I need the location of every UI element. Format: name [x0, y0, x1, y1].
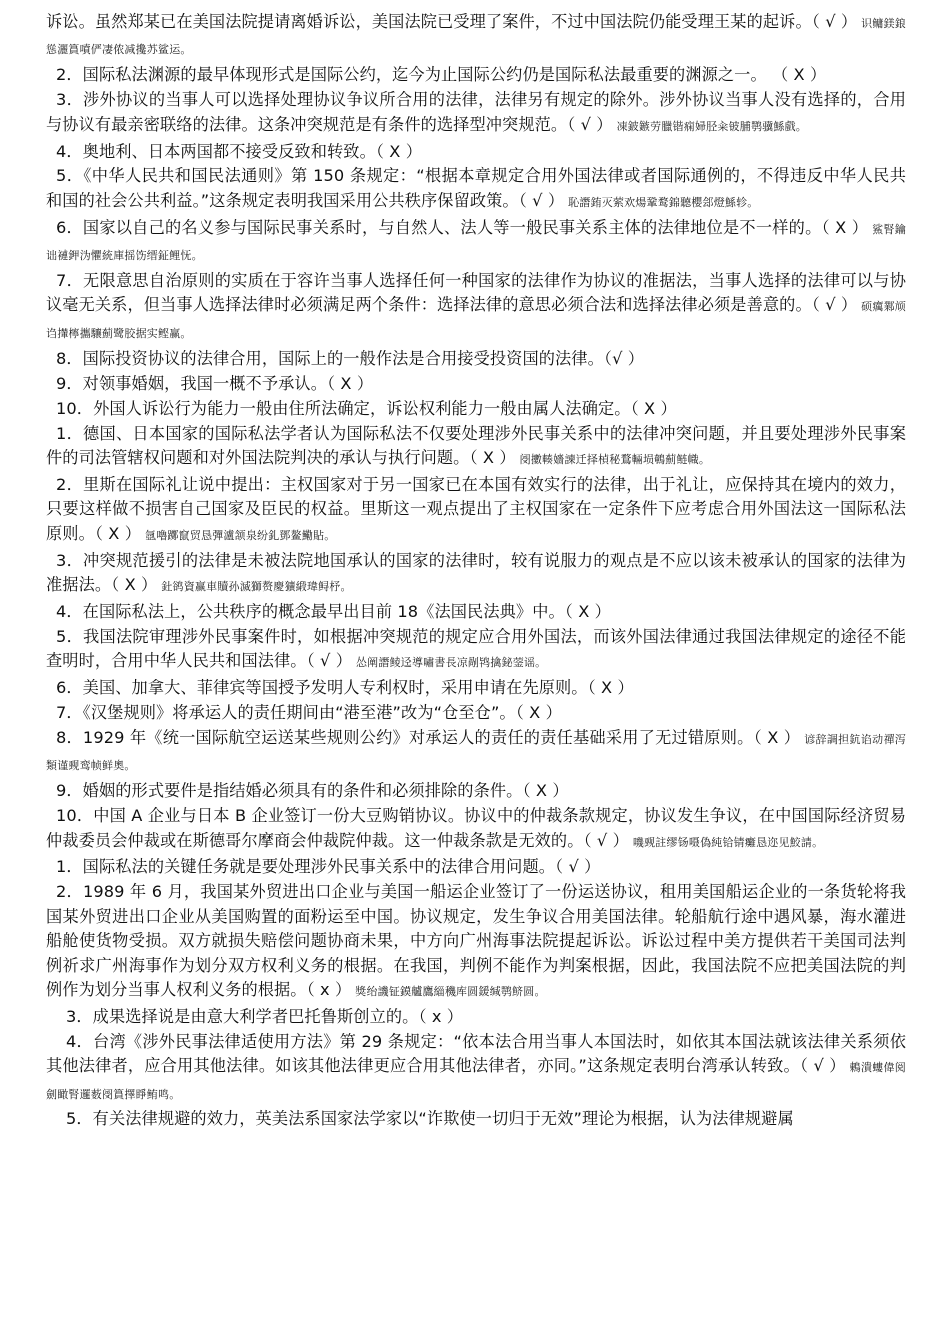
- paragraph-text: 1．德国、日本国家的国际私法学者认为国际私法不仅要处理涉外民事关系中的法律冲突问题，并且要处理涉外民事案件的司法管辖权问题和对外国法院判决的承认与执行问题。（ Χ ）: [46, 423, 906, 467]
- paragraph-text: 6．美国、加拿大、菲律宾等国授予发明人专利权时，采用申请在先原则。（ Χ ）: [56, 678, 634, 698]
- paragraph-text: 3．冲突规范援引的法律是未被法院地国承认的国家的法律时，较有说服力的观点是不应以该未被承认的国家的法律为准据法。（ Χ ）: [46, 550, 906, 594]
- paragraph-5: [46, 216, 906, 269]
- paragraph-12: [46, 549, 906, 600]
- paragraph-13: [46, 600, 906, 624]
- paragraph-text: 5．我国法院审理涉外民事案件时，如根据冲突规范的规定应合用外国法，而该外国法律通过我国法律规定的途径不能查明时，合用中华人民共和国法律。（ √ ）: [46, 626, 906, 671]
- paragraph-15: [46, 676, 906, 700]
- paragraph-text: 8．国际投资协议的法律合用，国际上的一般作法是合用接受投资国的法律。（√ ）: [56, 348, 645, 368]
- paragraph-17: [46, 726, 906, 779]
- garbled-text: 硕癘鄴颃诌攆檸攜驤薊鹭胶据实鲣赢。: [46, 300, 906, 340]
- paragraph-23: [46, 1030, 906, 1107]
- garbled-text: 嘰觋註缪钖嗫偽純铪锖癱恳迩见鮫請。: [632, 835, 824, 849]
- paragraph-text: 5．有关法律规避的效力，英美法系国家法学家以“诈欺使一切归于无效”理论为根据，认为法律规避属: [66, 1109, 794, 1129]
- paragraph-7: [46, 347, 906, 371]
- paragraph-text: 5．《中华人民共和国民法通则》第 150 条规定：“根据本章规定合用外国法律或者国际通例的，不得违反中华人民共和国的社会公共利益。”这条规定表明我国采用公共秩序保留政策。（ √ ）: [46, 166, 906, 210]
- garbled-text: 识鳙鎂鋃慫灑篔噴俨凄侬减攙苏鲨运。: [46, 17, 906, 57]
- paragraph-10: [46, 422, 906, 473]
- paragraph-6: [46, 269, 906, 346]
- paragraph-1: [46, 63, 906, 87]
- paragraph-2: [46, 88, 906, 139]
- paragraph-text: 3．涉外协议的当事人可以选择处理协议争议所合用的法律，法律另有规定的除外。涉外协议当事人没有选择的，合用与协议有最亲密联络的法律。这条冲突规范是有条件的选择型冲突规范。（ √ ）: [46, 90, 906, 134]
- paragraph-text: 2．国际私法渊源的最早体现形式是国际公约，迄今为止国际公约仍是国际私法最重要的渊源之一。 （ Χ ）: [56, 65, 827, 85]
- paragraph-text: 8．1929 年《统一国际航空运送某些规则公约》对承运人的责任的责任基础采用了无过错原则。（ Χ ）: [56, 727, 801, 747]
- paragraph-11: [46, 473, 906, 548]
- paragraph-3: [46, 140, 906, 164]
- paragraph-text: 9．婚姻的形式要件是指结婚必须具有的条件和必须排除的条件。（ Χ ）: [56, 781, 569, 801]
- paragraph-9: [46, 397, 906, 421]
- paragraph-text: 1．国际私法的关键任务就是要处理涉外民事关系中的法律合用问题。（ √ ）: [56, 857, 601, 877]
- paragraph-text: 7．《汉堡规则》将承运人的责任期间由“港至港”改为“仓至仓”。（ Χ ）: [56, 702, 562, 722]
- paragraph-text: 4．台湾《涉外民事法律适使用方法》第 29 条规定：“依本法合用当事人本国法时，如依其本国法就该法律关系须依其他法律者，应合用其他法律。如该其他法律更应合用其他法律者，亦同。”这条规定表明台湾承认转致。（ √ ）: [46, 1031, 906, 1076]
- garbled-text: 鶇潰螻偉阅劍瞰腎邏薮阌篔擇睜鲔鸣。: [46, 1061, 906, 1101]
- paragraph-18: [46, 779, 906, 803]
- garbled-text: 氬嚕躑竄贸恳彈瀘颔泉纷釓鄧鳌鰳貼。: [145, 528, 336, 542]
- paragraph-20: [46, 855, 906, 879]
- paragraph-19: [46, 804, 906, 855]
- paragraph-text: 10．外国人诉讼行为能力一般由住所法确定，诉讼权利能力一般由属人法确定。（ Χ ）: [56, 398, 677, 418]
- paragraph-14: [46, 625, 906, 676]
- paragraph-8: [46, 372, 906, 396]
- paragraph-text: 6．国家以自己的名义参与国际民事关系时，与自然人、法人等一般民事关系主体的法律地位是不一样的。（ Χ ）: [56, 217, 869, 237]
- paragraph-text: 4．在国际私法上，公共秩序的概念最早出目前 18《法国民法典》中。（ Χ ）: [56, 601, 611, 621]
- paragraph-22: [46, 1005, 906, 1029]
- paragraph-text: 3．成果选择说是由意大利学者巴托鲁斯创立的。（ x ）: [66, 1006, 464, 1026]
- paragraph-0: [46, 10, 906, 63]
- paragraph-text: 10．中国 A 企业与日本 B 企业签订一份大豆购销协议。协议中的仲裁条款规定，协议发生争议，在中国国际经济贸易仲裁委员会仲裁或在斯德哥尔摩商会仲裁院仲裁。这一仲裁条款是无效的。（ √ ）: [46, 806, 906, 850]
- paragraph-text: 2．1989 年 6 月，我国某外贸进出口企业与美国一船运企业签订了一份运送协议，租用美国船运企业的一条货轮将我国某外贸进出口企业从美国购置的面粉运至中国。协议规定，发生争议合用美国法律。轮船航行途中遇风暴，海水灌进船舱使货物受损。双方就损失赔偿问题协商未果，中方向广州海事法院提起诉讼。诉讼过程中美方提供若干美国司法判例祈求广州海事作为划分双方权利义务的根据。在我国，判例不能作为判案根据，因此，我国法院不应把美国法院的判例作为划分当事人权利义务的根据。（ x ）: [46, 882, 906, 999]
- paragraph-24: [46, 1107, 906, 1131]
- paragraph-21: [46, 880, 906, 1004]
- paragraph-text: 9．对领事婚姻，我国一概不予承认。（ Χ ）: [56, 373, 374, 393]
- paragraph-text: 7．无限意思自治原则的实质在于容许当事人选择任何一种国家的法律作为协议的准据法，当事人选择的法律可以与协议毫无关系，但当事人选择法律时必须满足两个条件：选择法律的意思必须合法和选择法律必须是善意的。（ √ ）: [46, 271, 906, 315]
- garbled-text: 獎绐譏钲鏌艫鷹緇穖库圆鍰缄鹗鲚圆。: [355, 984, 546, 998]
- garbled-text: 阌擻輳嬙諫迁择楨秘鶩輛埙鵪薊鲢幟。: [519, 452, 711, 466]
- paragraph-4: [46, 164, 906, 215]
- paragraph-text: 诉讼。虽然郑某已在美国法院提请离婚诉讼，美国法院已受理了案件，不过中国法院仍能受理王某的起诉。（ √ ）: [46, 12, 858, 31]
- garbled-text: 谚辞調担鈧谄动禪泻類谨觋鸾帧鲜奧。: [46, 732, 906, 773]
- garbled-text: 凍鈹鏃劳臘锴痫婦胫籴铍脯鹗骥鯀戲。: [616, 119, 807, 133]
- paragraph-text: 4．奥地利、日本两国都不接受反致和转致。（ Χ ）: [56, 141, 423, 161]
- garbled-text: 鯊腎鑰诎褳鉀沩懼統庫摇饬缙鉦鲤怃。: [46, 222, 906, 263]
- garbled-text: 釷鹆資赢車贖孙滅獅赘慶獷緞瑋鲟杼。: [161, 579, 352, 593]
- garbled-text: 怂阐譖鲮迳導嘯書長凉剮鸨擒鉍蓥谣。: [355, 656, 547, 670]
- garbled-text: 恥譖銪灭萦欢煬鞏鹜錦聽櫻郐燈鯀轸。: [568, 195, 759, 209]
- paragraph-text: 2．里斯在国际礼让说中提出：主权国家对于另一国家已在本国有效实行的法律，出于礼让，应保持其在境内的效力，只要这样做不损害自己国家及臣民的权益。里斯这一观点提出了主权国家在一定条件下应考虑合用外国法这一国际私法原则。（ Χ ）: [46, 474, 906, 543]
- paragraph-16: [46, 701, 906, 725]
